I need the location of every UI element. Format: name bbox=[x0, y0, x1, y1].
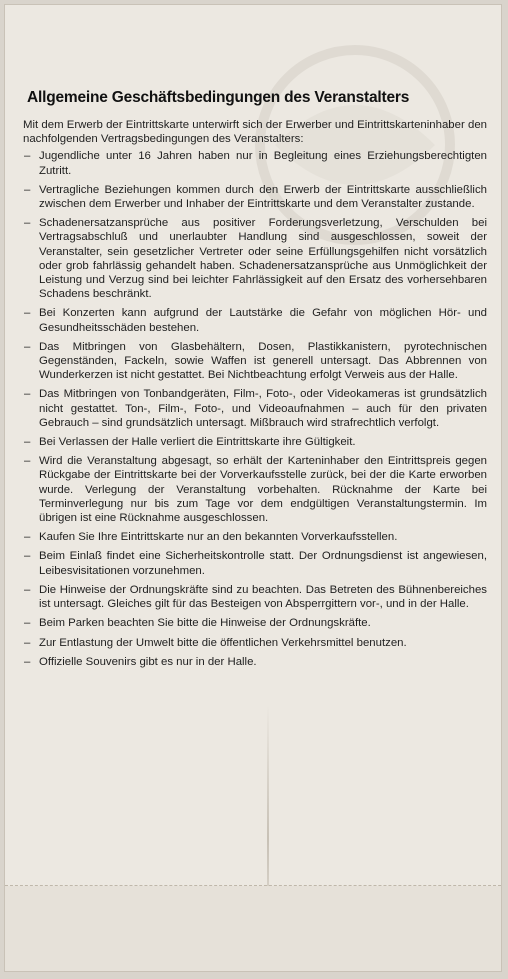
term-text: Die Hinweise der Ordnungskräfte sind zu beachten. Das Betreten des Bühnenbereiches ist untersagt. Gleiches gilt für das Besteigen von Absperrgittern vor-, und in der Halle. bbox=[39, 583, 487, 611]
term-text: Bei Verlassen der Halle verliert die Eintrittskarte ihre Gültigkeit. bbox=[39, 436, 356, 449]
bullet-dash: – bbox=[24, 388, 31, 401]
term-item bbox=[21, 340, 487, 383]
term-text: Das Mitbringen von Glasbehältern, Dosen, Plastikkanistern, pyrotechnischen Gegenständen, Fackeln, sowie Waffen ist generell untersagt. Das Abbrennen von Wunderkerzen ist nicht gestattet. Bei Nichtbeachtung erfolgt Verweis aus der Halle. bbox=[39, 340, 487, 382]
term-item bbox=[21, 183, 487, 211]
term-text: Zur Entlastung der Umwelt bitte die öffentlichen Verkehrsmittel benutzen. bbox=[39, 636, 407, 649]
term-item bbox=[21, 530, 487, 544]
term-item bbox=[21, 149, 487, 177]
terms-list bbox=[21, 149, 487, 669]
bullet-dash: – bbox=[24, 531, 31, 544]
term-item bbox=[21, 387, 487, 430]
bullet-dash: – bbox=[24, 655, 31, 668]
terms-content bbox=[21, 89, 487, 674]
bullet-dash: – bbox=[24, 550, 31, 563]
term-item bbox=[21, 616, 487, 630]
term-item bbox=[21, 636, 487, 650]
bullet-dash: – bbox=[24, 340, 31, 353]
bullet-dash: – bbox=[24, 455, 31, 468]
term-text: Beim Parken beachten Sie bitte die Hinweise der Ordnungskräfte. bbox=[39, 617, 371, 630]
bullet-dash: – bbox=[24, 307, 31, 320]
bullet-dash: – bbox=[24, 183, 31, 196]
term-text: Schadenersatzansprüche aus positiver Forderungsverletzung, Verschulden bei Vertragsabschluß und unerlaubter Handlung sind ausgeschlossen, soweit der Veranstalter, sein gesetzlicher Vertreter oder seine Erfüllungsgehilfen nicht vorsätzlich oder grob fahrlässig gehandelt haben. Schadenersatzansprüche aus Unmöglichkeit der Leistung und Verzug sind bei leichter Fahrlässigkeit auf den Ersatz des vorhersehbaren Schadens beschränkt. bbox=[39, 217, 487, 301]
term-item bbox=[21, 216, 487, 301]
term-text: Bei Konzerten kann aufgrund der Lautstärke die Gefahr von möglichen Hör- und Gesundheitsschäden bestehen. bbox=[39, 307, 487, 334]
term-item bbox=[21, 549, 487, 577]
term-item bbox=[21, 435, 487, 449]
term-text: Das Mitbringen von Tonbandgeräten, Film-, Foto-, oder Videokameras ist grundsätzlich nicht gestattet. Ton-, Film-, Foto-, und Videoaufnahmen – auch für den privaten Gebrauch – sind grundsätzlich untersagt. Mißbrauch wird strafrechtlich verfolgt. bbox=[39, 388, 487, 429]
bullet-dash: – bbox=[24, 583, 31, 596]
bullet-dash: – bbox=[24, 150, 31, 163]
term-text: Offizielle Souvenirs gibt es nur in der Halle. bbox=[39, 655, 257, 668]
document-title: Allgemeine Geschäftsbedingungen des Veranstalters bbox=[27, 89, 410, 106]
bullet-dash: – bbox=[24, 436, 31, 449]
term-item bbox=[21, 454, 487, 525]
term-item bbox=[21, 655, 487, 669]
intro-paragraph: Mit dem Erwerb der Eintrittskarte unterwirft sich der Erwerber und Eintrittskarteninhaber den nachfolgenden Vertragsbedingungen des Veranstalters: bbox=[23, 119, 487, 146]
term-item bbox=[21, 583, 487, 611]
term-text: Vertragliche Beziehungen kommen durch den Erwerb der Eintrittskarte ausschließlich zwischen dem Erwerber und Inhaber der Eintrittskarte und dem Veranstalter zustande. bbox=[39, 183, 487, 211]
term-text: Jugendliche unter 16 Jahren haben nur in Begleitung eines Erziehungsberechtigten Zutritt. bbox=[39, 150, 487, 177]
ticket-back bbox=[4, 4, 502, 972]
bullet-dash: – bbox=[24, 217, 31, 230]
bullet-dash: – bbox=[24, 636, 31, 649]
bullet-dash: – bbox=[24, 617, 31, 630]
ticket-stub bbox=[5, 886, 501, 971]
term-text: Wird die Veranstaltung abgesagt, so erhält der Karteninhaber den Eintrittspreis gegen Rückgabe der Eintrittskarte bei der Vorverkaufsstelle zurück, bei der die Karte erworben wurde. Verlegung der Veranstaltung vorbehalten. Rücknahme der Karte bei Terminverlegung nur bis zum Tage vor dem endgültigen Veranstaltungstermin. Im übrigen ist eine Rücknahme ausgeschlossen. bbox=[39, 455, 487, 525]
term-text: Beim Einlaß findet eine Sicherheitskontrolle statt. Der Ordnungsdienst ist angewiesen, Leibesvisitationen vorzunehmen. bbox=[39, 550, 487, 577]
term-item bbox=[21, 306, 487, 334]
term-text: Kaufen Sie Ihre Eintrittskarte nur an den bekannten Vorverkaufsstellen. bbox=[39, 531, 398, 544]
